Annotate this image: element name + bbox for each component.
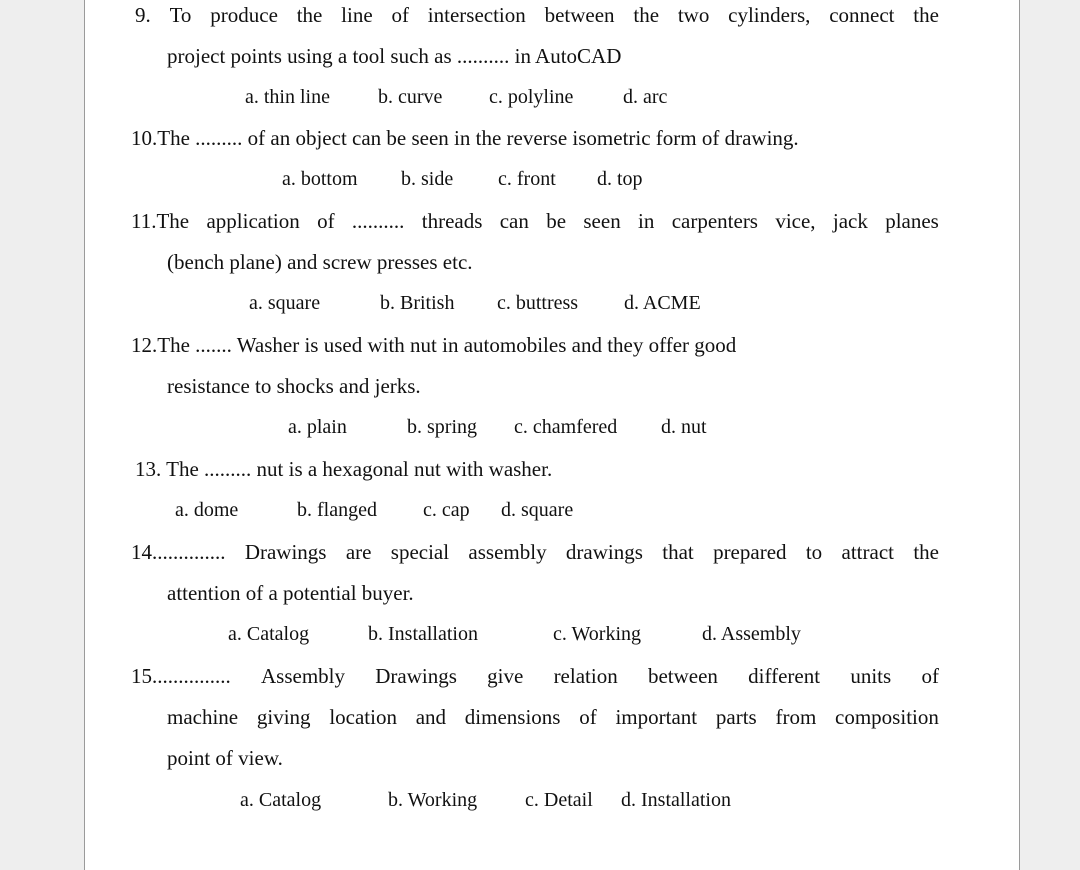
word: two — [677, 3, 710, 27]
document-page — [84, 0, 1020, 870]
word: to — [805, 540, 823, 564]
word: giving — [256, 705, 311, 729]
q15-option-c: c. Detail — [525, 789, 593, 811]
q10-option-c: c. front — [498, 168, 556, 190]
word: produce — [210, 3, 278, 27]
word: can — [499, 209, 529, 233]
word: Drawings — [244, 540, 327, 564]
q12-option-d: d. nut — [661, 416, 707, 438]
q13-option-b: b. flanged — [297, 499, 377, 521]
word: in — [638, 209, 655, 233]
q15-option-d: d. Installation — [621, 789, 731, 811]
q13-option-c: c. cap — [423, 499, 470, 521]
question-10-line-1: 10.The ......... of an object can be seen in the reverse isometric form of drawing. — [131, 126, 799, 150]
word: the — [913, 3, 939, 27]
word: location — [329, 705, 397, 729]
word: be — [546, 209, 567, 233]
word: Assembly — [261, 664, 345, 688]
word: carpenters — [671, 209, 758, 233]
q14-option-d: d. Assembly — [702, 623, 801, 645]
q9-option-a: a. thin line — [245, 86, 330, 108]
word: give — [487, 664, 524, 688]
question-9-line-2: project points using a tool such as .......... in AutoCAD — [167, 44, 622, 68]
word: composition — [835, 705, 939, 729]
word: .......... — [351, 209, 405, 233]
word: the — [633, 3, 660, 27]
question-15-line-2 — [167, 704, 939, 730]
word: 15............... — [131, 664, 231, 688]
word: prepared — [713, 540, 787, 564]
word: threads — [421, 209, 483, 233]
question-11-line-1 — [131, 208, 939, 234]
q14-option-a: a. Catalog — [228, 623, 310, 645]
word: connect — [829, 3, 895, 27]
word: intersection — [427, 3, 526, 27]
question-14-line-1 — [131, 539, 939, 565]
q10-option-b: b. side — [401, 168, 454, 190]
q15-option-b: b. Working — [388, 789, 478, 811]
question-12-line-2: resistance to shocks and jerks. — [167, 374, 421, 398]
word: machine — [167, 705, 239, 729]
question-9-line-1 — [135, 2, 939, 28]
word: special — [390, 540, 450, 564]
word: between — [544, 3, 615, 27]
word: different — [748, 664, 821, 688]
q11-option-c: c. buttress — [497, 292, 579, 314]
word: To — [169, 3, 192, 27]
q13-option-a: a. dome — [175, 499, 239, 521]
word: cylinders, — [728, 3, 811, 27]
q14-option-c: c. Working — [553, 623, 642, 645]
word: that — [662, 540, 694, 564]
question-11-line-2: (bench plane) and screw presses etc. — [167, 250, 473, 274]
word: seen — [583, 209, 621, 233]
word: attract — [841, 540, 894, 564]
question-15-line-3: point of view. — [167, 746, 283, 770]
word: are — [345, 540, 372, 564]
question-13-line-1: 13. The ......... nut is a hexagonal nut with washer. — [135, 457, 553, 481]
q9-option-b: b. curve — [378, 86, 443, 108]
word: Drawings — [375, 664, 457, 688]
word: from — [775, 705, 817, 729]
word: 14.............. — [131, 540, 226, 564]
word: line — [341, 3, 373, 27]
word: 11.The — [131, 209, 190, 233]
word: 9. — [135, 3, 151, 27]
q9-option-c: c. polyline — [489, 86, 574, 108]
word: important — [615, 705, 698, 729]
word: relation — [553, 664, 618, 688]
word: planes — [885, 209, 939, 233]
word: parts — [715, 705, 757, 729]
word: units — [850, 664, 892, 688]
question-14-line-2: attention of a potential buyer. — [167, 581, 414, 605]
q15-option-a: a. Catalog — [240, 789, 322, 811]
word: application — [206, 209, 300, 233]
q14-option-b: b. Installation — [368, 623, 478, 645]
word: between — [647, 664, 718, 688]
q10-option-d: d. top — [597, 168, 643, 190]
q10-option-a: a. bottom — [282, 168, 358, 190]
q11-option-b: b. British — [380, 292, 455, 314]
q11-option-a: a. square — [249, 292, 321, 314]
word: drawings — [565, 540, 643, 564]
word: of — [921, 664, 939, 688]
word: assembly — [468, 540, 547, 564]
q11-option-d: d. ACME — [624, 292, 701, 314]
word: jack — [832, 209, 868, 233]
q12-option-b: b. spring — [407, 416, 477, 438]
question-15-line-1 — [131, 663, 939, 689]
word: of — [579, 705, 597, 729]
word: of — [391, 3, 409, 27]
q12-option-c: c. chamfered — [514, 416, 618, 438]
word: and — [415, 705, 447, 729]
q9-option-d: d. arc — [623, 86, 668, 108]
word: the — [296, 3, 323, 27]
word: dimensions — [464, 705, 561, 729]
q13-option-d: d. square — [501, 499, 574, 521]
q12-option-a: a. plain — [288, 416, 347, 438]
word: the — [913, 540, 939, 564]
question-12-line-1: 12.The ....... Washer is used with nut in automobiles and they offer good — [131, 333, 737, 357]
word: vice, — [775, 209, 816, 233]
word: of — [317, 209, 335, 233]
